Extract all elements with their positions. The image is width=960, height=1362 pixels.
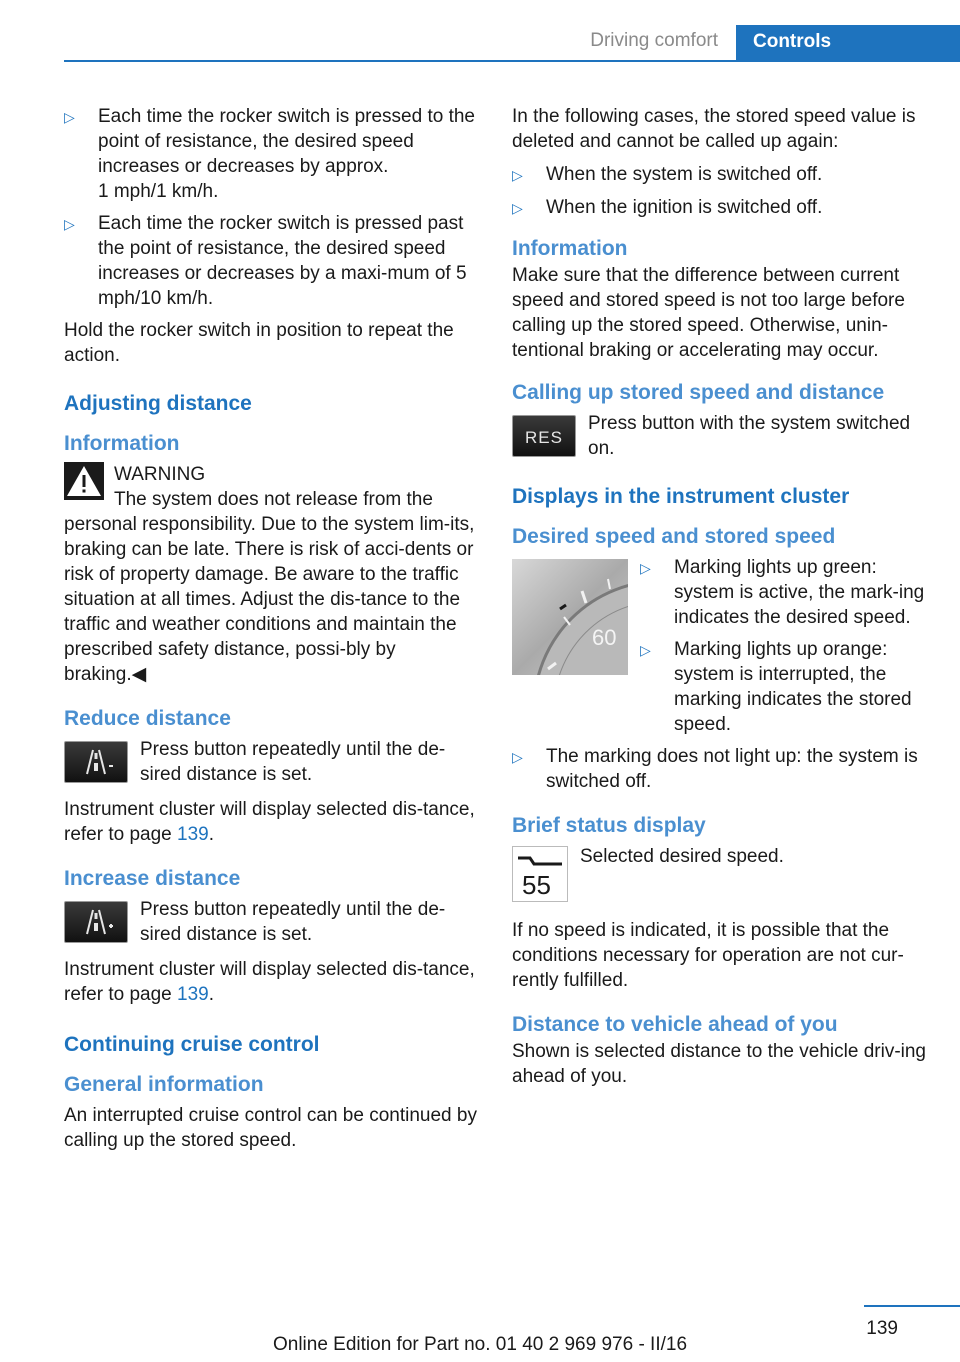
bullet-text: Each time the rocker switch is pressed past the point of resistance, the desired speed increases or decreases by a maxi‐mum of 5 mph/10 km/h. [98, 213, 467, 309]
increase-distance-text: Press button repeatedly until the de‐sired distance is set. [140, 899, 446, 945]
res-block [512, 411, 928, 461]
heading-distance-vehicle-ahead: Distance to vehicle ahead of you [512, 1013, 838, 1036]
hold-paragraph: Hold the rocker switch in position to repeat the action. [64, 320, 454, 366]
heading-general-information: General information [64, 1073, 264, 1096]
page-link[interactable]: 139 [177, 984, 209, 1005]
increase-distance-block [64, 897, 480, 947]
deleted-paragraph: In the following cases, the stored speed value is deleted and cannot be called up again: [512, 106, 916, 152]
distance-paragraph: Shown is selected distance to the vehicle driv‐ing ahead of you. [512, 1041, 927, 1087]
heading-displays-instrument-cluster: Displays in the instrument cluster [512, 485, 850, 508]
page-link[interactable]: 139 [177, 824, 209, 845]
left-column [64, 104, 480, 1161]
heading-information: Information [512, 237, 628, 260]
heading-increase-distance: Increase distance [64, 867, 241, 890]
list-item [512, 195, 928, 221]
header-chapter-tab: Controls [736, 25, 960, 62]
heading-adjusting-distance: Adjusting distance [64, 392, 252, 415]
reduce-cluster-paragraph: Instrument cluster will display selected dis‐tance, refer to page 139. [64, 799, 475, 845]
triangle-bullet-icon: ▷ [640, 560, 651, 576]
reduce-distance-text: Press button repeatedly until the de‐sired distance is set. [140, 739, 446, 785]
bullet-text: When the ignition is switched off. [546, 197, 823, 218]
footer-edition: Online Edition for Part no. 01 40 2 969 976 - II/16 [272, 1334, 688, 1355]
heading-brief-status-display: Brief status display [512, 814, 706, 837]
warning-block [64, 462, 480, 687]
triangle-bullet-icon: ▷ [64, 109, 75, 125]
list-item [512, 162, 928, 188]
heading-information: Information [64, 432, 180, 455]
bullet-text: Each time the rocker switch is pressed to the point of resistance, the desired speed increases or decreases by approx. [98, 106, 475, 177]
triangle-bullet-icon: ▷ [512, 200, 523, 216]
list-item [640, 637, 928, 737]
no-speed-paragraph: If no speed is indicated, it is possible that the conditions necessary for operation are not cur‐rently fulfilled. [512, 920, 904, 991]
gauge-block [512, 555, 928, 744]
warning-triangle-icon [64, 462, 104, 500]
heading-reduce-distance: Reduce distance [64, 707, 231, 730]
increase-cluster-paragraph: Instrument cluster will display selected dis‐tance, refer to page 139. [64, 959, 475, 1005]
bullet-text: When the system is switched off. [546, 164, 823, 185]
speed-icon-number: 55 [522, 870, 551, 900]
warning-title: WARNING [114, 464, 206, 485]
speed-status-icon [512, 846, 568, 902]
speedometer-gauge-image [512, 559, 628, 675]
header-rule [64, 60, 960, 62]
gauge-number: 60 [592, 625, 617, 650]
triangle-bullet-icon: ▷ [64, 216, 75, 232]
right-column [512, 104, 928, 1097]
brief-status-block [512, 844, 928, 908]
warning-text: The system does not release from the personal responsibility. Due to the system lim‐its, braking can be late. There is risk of acci‐dents or risk of property damage. Be aware to the traffic situation at all times. Adjust the dis‐tance to the traffic and weather conditions and maintain the prescribed safety distance, possi‐bly by braking.◀ [64, 489, 475, 685]
page-number: 139 [866, 1318, 898, 1339]
res-button-icon: RES [512, 415, 576, 457]
footer-rule [864, 1305, 960, 1307]
reduce-distance-block [64, 737, 480, 787]
reduce-distance-button-icon [64, 741, 128, 783]
bullet-text-line2: 1 mph/1 km/h. [98, 181, 219, 202]
bullet-text: Marking lights up orange: system is interrupted, the marking indicates the stored speed. [674, 639, 912, 735]
list-item [640, 555, 928, 630]
brief-status-text: Selected desired speed. [580, 846, 784, 867]
increase-distance-button-icon [64, 901, 128, 943]
heading-continuing-cruise-control: Continuing cruise control [64, 1033, 320, 1056]
heading-calling-up-stored-speed: Calling up stored speed and distance [512, 381, 885, 404]
heading-desired-stored-speed: Desired speed and stored speed [512, 525, 836, 548]
triangle-bullet-icon: ▷ [640, 642, 651, 658]
bullet-text: The marking does not light up: the system is switched off. [546, 746, 918, 792]
res-text: Press button with the system switched on. [588, 413, 911, 459]
triangle-bullet-icon: ▷ [512, 749, 523, 765]
bullet-text: Marking lights up green: system is active, the mark‐ing indicates the desired speed. [674, 557, 925, 628]
header-section-title: Driving comfort [590, 30, 718, 51]
list-item [64, 104, 480, 204]
list-item [512, 744, 928, 794]
information-paragraph: Make sure that the difference between current speed and stored speed is not too large before calling up the stored speed. Otherwise, unin‐tentional braking or accelerating may occur. [512, 265, 905, 361]
list-item [64, 211, 480, 311]
general-paragraph: An interrupted cruise control can be continued by calling up the stored speed. [64, 1105, 477, 1151]
triangle-bullet-icon: ▷ [512, 167, 523, 183]
